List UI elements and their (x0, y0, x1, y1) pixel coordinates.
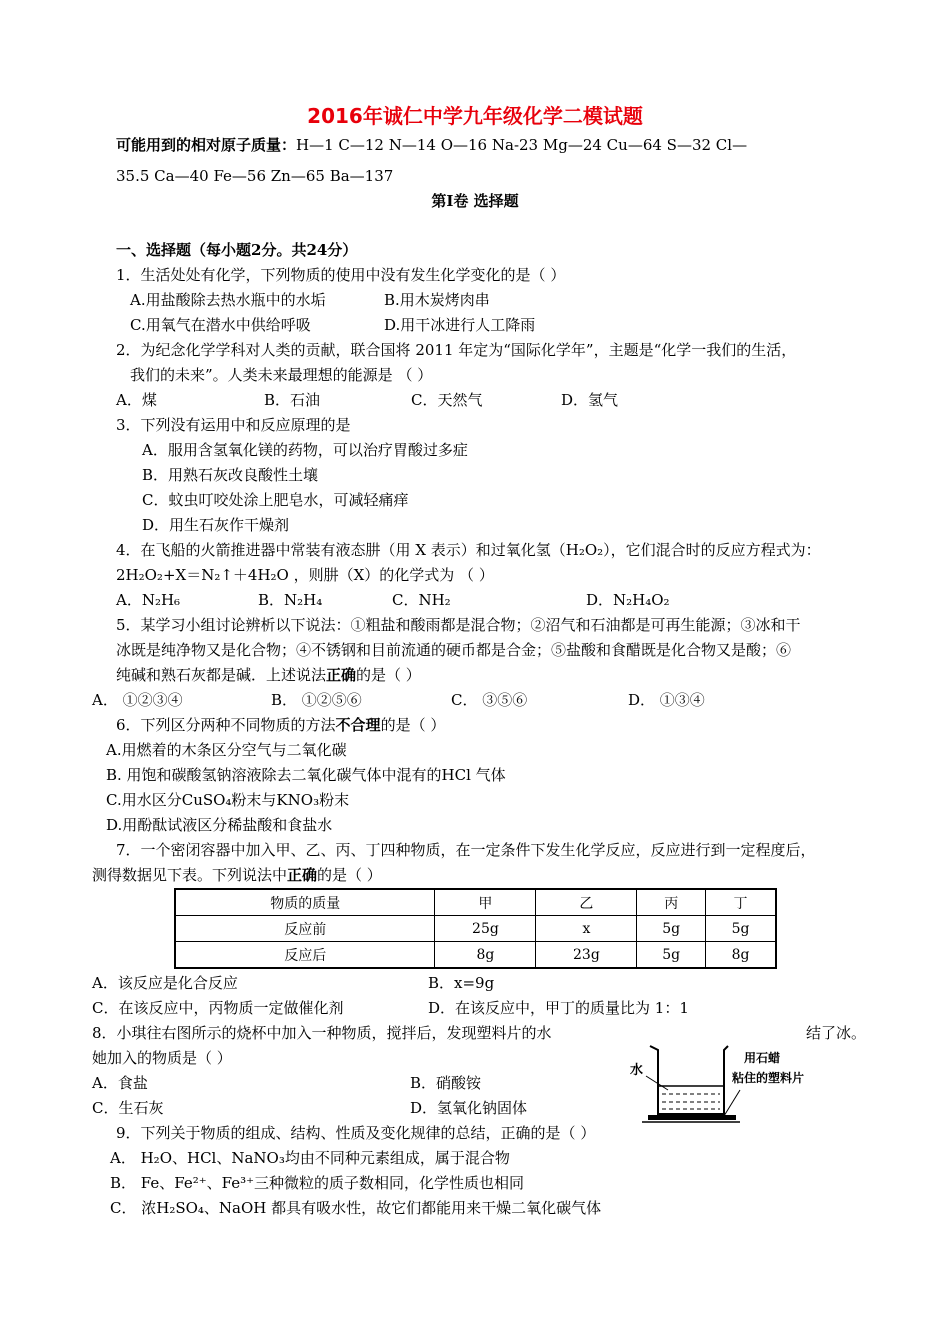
q5-line-2: 冰既是纯净物又是化合物；④不锈钢和目前流通的硬币都是合金；⑤盐酸和食醋既是化合物又是酸；⑥ (116, 641, 792, 659)
q3-option-d: D．用生石灰作干燥剂 (142, 516, 290, 534)
q2-option-c: C．天然气 (411, 391, 483, 409)
q8-line-2: 她加入的物质是（ ） (92, 1049, 232, 1067)
q2-stem-line-2: 我们的未来”。人类未来最理想的能源是 （ ） (130, 366, 433, 384)
q6-stem-emphasis: 不合理 (335, 716, 381, 734)
q8-option-b: B．硝酸铵 (410, 1074, 482, 1092)
water-label: 水 (630, 1063, 644, 1078)
q7-line-1: 7．一个密闭容器中加入甲、乙、丙、丁四种物质，在一定条件下发生化学反应，反应进行到一定程度后， (116, 841, 816, 859)
q1-option-b: B.用木炭烤肉串 (384, 291, 490, 309)
q7-option-a: A．该反应是化合反应 (92, 974, 238, 992)
q5-line-3-post: 的是（ ） (356, 666, 421, 684)
q5-line-3-pre: 纯碱和熟石灰都是碱．上述说法 (116, 666, 327, 684)
q2-stem-line-1: 2．为纪念化学学科对人类的贡献，联合国将 2011 年定为“国际化学年”，主题是“化学一我们的生活， (116, 341, 797, 359)
q6-stem-pre: 6．下列区分两种不同物质的方法 (116, 716, 336, 734)
q6-option-b: B. 用饱和碳酸氢钠溶液除去二氧化碳气体中混有的HCl 气体 (106, 766, 506, 784)
table-cell: 23g (536, 942, 637, 969)
q3-option-c: C．蚊虫叮咬处涂上肥皂水，可减轻痛痒 (142, 491, 409, 509)
atomic-mass-label: 可能用到的相对原子质量： (116, 136, 297, 154)
q6-stem (116, 714, 445, 736)
q4-option-c: C．NH₂ (392, 591, 451, 609)
q7-option-c: C．在该反应中，丙物质一定做催化剂 (92, 999, 344, 1017)
q7-option-d: D．在该反应中，甲丁的质量比为 1：1 (428, 999, 689, 1017)
q8-line-1-end: 结了冰。 (806, 1024, 867, 1042)
table-cell: 反应前 (175, 916, 435, 942)
q6-option-d: D.用酚酞试液区分稀盐酸和食盐水 (106, 816, 333, 834)
table-cell: 5g (706, 916, 776, 942)
table-header-cell: 乙 (536, 889, 637, 916)
q4-option-a: A．N₂H₆ (116, 591, 181, 609)
q4-stem-line-1: 4．在飞船的火箭推进器中常装有液态肼（用 X 表示）和过氧化氢（H₂O₂），它们混合时的反应方程式为： (116, 541, 821, 559)
atomic-mass-line-1 (116, 134, 747, 156)
q4-option-b: B．N₂H₄ (258, 591, 323, 609)
q6-option-c: C.用水区分CuSO₄粉末与KNO₃粉末 (106, 791, 350, 809)
q9-stem: 9．下列关于物质的组成、结构、性质及变化规律的总结，正确的是（ ） (116, 1124, 596, 1142)
q1-option-c: C.用氧气在潜水中供给呼吸 (130, 316, 311, 334)
table-cell: 5g (637, 942, 706, 969)
q3-option-a: A．服用含氢氧化镁的药物，可以治疗胃酸过多症 (142, 441, 468, 459)
figure-label-line-1: 用石蜡 (744, 1051, 781, 1065)
table-cell: 反应后 (175, 942, 435, 969)
q3-stem: 3．下列没有运用中和反应原理的是 (116, 416, 351, 434)
table-row (175, 942, 776, 969)
q4-stem-line-2: 2H₂O₂+X＝N₂↑＋4H₂O ，则肼（X）的化学式为 （ ） (116, 566, 494, 584)
table-header-cell: 丁 (706, 889, 776, 916)
q1-stem: 1．生活处处有化学，下列物质的使用中没有发生化学变化的是（ ） (116, 266, 566, 284)
q7-option-b: B．x=9g (428, 974, 495, 992)
table-cell: 25g (435, 916, 536, 942)
q7-line-2-post: 的是（ ） (317, 866, 382, 884)
section-heading: 一、选择题（每小题2分。共24分） (116, 241, 358, 259)
table-cell: x (536, 916, 637, 942)
q8-option-a: A．食盐 (92, 1074, 148, 1092)
q5-line-3 (116, 664, 421, 686)
q6-stem-post: 的是（ ） (380, 716, 446, 734)
atomic-mass-line-2: 35.5 Ca—40 Fe—56 Zn—65 Ba—137 (116, 167, 394, 185)
q5-line-3-emphasis: 正确 (326, 666, 357, 684)
exam-title: 2016年诚仁中学九年级化学二模试题 (307, 104, 643, 128)
table-header-cell: 丙 (637, 889, 706, 916)
table-header-cell: 物质的质量 (175, 889, 435, 916)
table-cell: 8g (706, 942, 776, 969)
q9-option-b: B． Fe、Fe²⁺、Fe³⁺三种微粒的质子数相同，化学性质也相同 (110, 1174, 525, 1192)
table-header-cell: 甲 (435, 889, 536, 916)
q5-option-c: C． ③⑤⑥ (451, 691, 528, 709)
plastic-sheet (648, 1115, 736, 1120)
q7-line-2 (92, 864, 382, 886)
q5-option-d: D． ①③④ (628, 691, 705, 709)
q7-data-table (174, 888, 777, 969)
volume-heading: 第Ⅰ卷 选择题 (431, 192, 519, 210)
q9-option-c: C． 浓H₂SO₄、NaOH 都具有吸水性，故它们都能用来干燥二氧化碳气体 (110, 1199, 602, 1217)
q2-option-b: B．石油 (264, 391, 321, 409)
q6-option-a: A.用燃着的木条区分空气与二氧化碳 (106, 741, 347, 759)
atomic-mass-values-1: H—1 C—12 N—14 O—16 Na-23 Mg—24 Cu—64 S—32 Cl— (296, 136, 748, 154)
table-cell: 5g (637, 916, 706, 942)
q4-option-d: D．N₂H₄O₂ (586, 591, 670, 609)
table-row (175, 916, 776, 942)
table-header-row (175, 889, 776, 916)
q8-line-1: 8．小琪往右图所示的烧杯中加入一种物质，搅拌后，发现塑料片的水 (92, 1024, 552, 1042)
q2-option-d: D．氢气 (561, 391, 619, 409)
q7-line-2-pre: 测得数据见下表。下列说法中 (92, 866, 288, 884)
beaker-figure (628, 1040, 810, 1128)
q5-option-b: B． ①②⑤⑥ (271, 691, 362, 709)
q8-option-c: C．生石灰 (92, 1099, 164, 1117)
q2-option-a: A．煤 (116, 391, 157, 409)
q8-option-d: D．氢氧化钠固体 (410, 1099, 528, 1117)
q5-option-a: A． ①②③④ (92, 691, 183, 709)
q5-line-1: 5．某学习小组讨论辨析以下说法：①粗盐和酸雨都是混合物；②沼气和石油都是可再生能源；③冰和干 (116, 616, 801, 634)
q7-line-2-emphasis: 正确 (287, 866, 318, 884)
q3-option-b: B．用熟石灰改良酸性土壤 (142, 466, 319, 484)
beaker-outline (650, 1046, 728, 1114)
q9-option-a: A． H₂O、HCl、NaNO₃均由不同种元素组成，属于混合物 (110, 1149, 510, 1167)
q1-option-a: A.用盐酸除去热水瓶中的水垢 (130, 291, 326, 309)
figure-label-line-2: 粘住的塑料片 (732, 1071, 805, 1085)
table-cell: 8g (435, 942, 536, 969)
sheet-leader (724, 1090, 740, 1116)
q1-option-d: D.用干冰进行人工降雨 (384, 316, 536, 334)
